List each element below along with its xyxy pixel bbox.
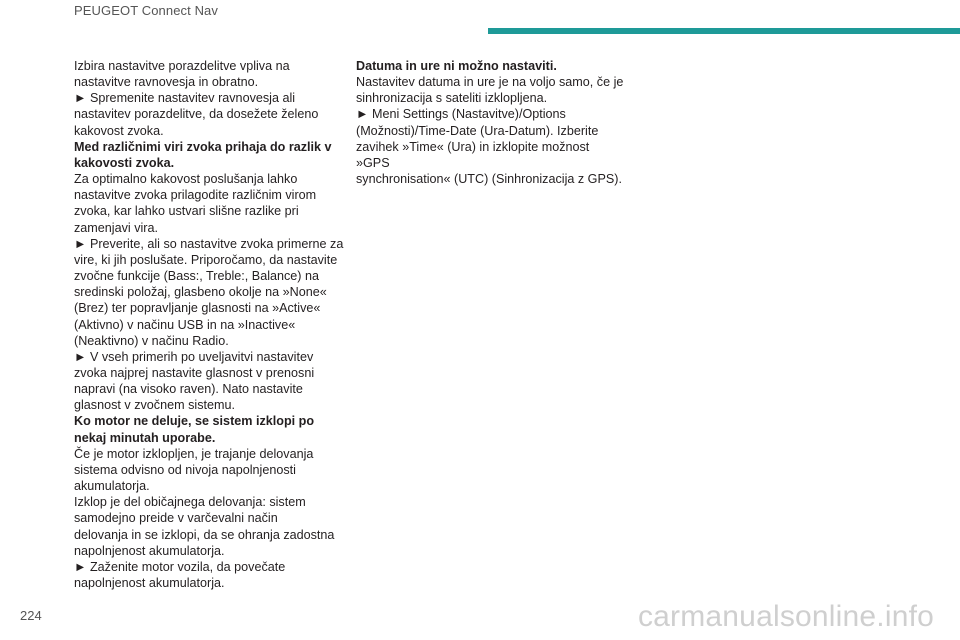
text-line: zvoka najprej nastavite glasnost v prenosni bbox=[74, 365, 315, 380]
left-text-column bbox=[74, 58, 344, 591]
text-line: Izbira nastavitve porazdelitve vpliva na bbox=[74, 59, 290, 73]
text-line: kakovosti zvoka. bbox=[74, 155, 175, 170]
text-line: Za optimalno kakovost poslušanja lahko bbox=[74, 172, 298, 187]
text-line: kakovost zvoka. bbox=[74, 123, 164, 138]
text-line: Med različnimi viri zvoka prihaja do razlik v bbox=[74, 139, 332, 154]
watermark-text: carmanualsonline.info bbox=[637, 600, 934, 633]
text-line: zvoka, kar lahko ustvari slišne razlike pri bbox=[74, 204, 299, 219]
text-line: zamenjavi vira. bbox=[74, 220, 158, 235]
text-line: ► Preverite, ali so nastavitve zvoka primerne za bbox=[74, 236, 344, 251]
text-line: zvočne funkcije (Bass:, Treble:, Balance) na bbox=[74, 269, 319, 284]
right-text-column bbox=[356, 58, 626, 187]
text-line: Datuma in ure ni možno nastaviti. bbox=[356, 59, 557, 73]
text-line: sinhronizacija s sateliti izklopljena. bbox=[356, 91, 548, 106]
running-header-title: PEUGEOT Connect Nav bbox=[74, 3, 218, 18]
page-number: 224 bbox=[20, 608, 42, 623]
text-line: (Brez) ter popravljanje glasnosti na »Active« bbox=[74, 301, 321, 316]
header-accent-bar bbox=[488, 28, 960, 34]
text-line: sistema odvisno od nivoja napolnjenosti bbox=[74, 462, 296, 477]
text-line: ► V vseh primerih po uveljavitvi nastavitev bbox=[74, 349, 314, 364]
text-line: ► Zaženite motor vozila, da povečate bbox=[74, 559, 286, 574]
text-line: Nastavitev datuma in ure je na voljo samo, če je bbox=[356, 75, 624, 90]
text-line: glasnost v zvočnem sistemu. bbox=[74, 398, 235, 413]
text-line: nastavitve zvoka prilagodite različnim virom bbox=[74, 188, 317, 203]
text-line: samodejno preide v varčevalni način bbox=[74, 511, 278, 526]
text-line: (Neaktivno) v načinu Radio. bbox=[74, 333, 229, 348]
text-line: zavihek »Time« (Ura) in izklopite možnost »GPS bbox=[356, 139, 590, 170]
text-line: Ko motor ne deluje, se sistem izklopi po bbox=[74, 414, 315, 429]
text-line: Izklop je del običajnega delovanja: sistem bbox=[74, 495, 306, 510]
text-line: nastavitve ravnovesja in obratno. bbox=[74, 75, 259, 90]
text-line: delovanja in se izklopi, da se ohranja zadostna bbox=[74, 527, 335, 542]
text-line: napolnjenost akumulatorja. bbox=[74, 576, 225, 590]
text-line: (Možnosti)/Time-Date (Ura-Datum). Izberite bbox=[356, 123, 599, 138]
text-line: Če je motor izklopljen, je trajanje delovanja bbox=[74, 446, 314, 461]
text-line: nastavitev porazdelitve, da dosežete želeno bbox=[74, 107, 319, 122]
text-line: sredinski položaj, glasbeno okolje na »None« bbox=[74, 285, 327, 300]
text-line: ► Spremenite nastavitev ravnovesja ali bbox=[74, 91, 296, 106]
text-line: vire, ki jih poslušate. Priporočamo, da nastavite bbox=[74, 252, 338, 267]
text-line: napolnjenost akumulatorja. bbox=[74, 543, 225, 558]
text-line: napravi (na visoko raven). Nato nastavite bbox=[74, 382, 303, 397]
text-line: (Aktivno) v načinu USB in na »Inactive« bbox=[74, 317, 296, 332]
text-line: ► Meni Settings (Nastavitve)/Options bbox=[356, 107, 566, 122]
text-line: nekaj minutah uporabe. bbox=[74, 430, 216, 445]
text-line: synchronisation« (UTC) (Sinhronizacija z GPS). bbox=[356, 172, 622, 187]
text-line: akumulatorja. bbox=[74, 479, 150, 494]
